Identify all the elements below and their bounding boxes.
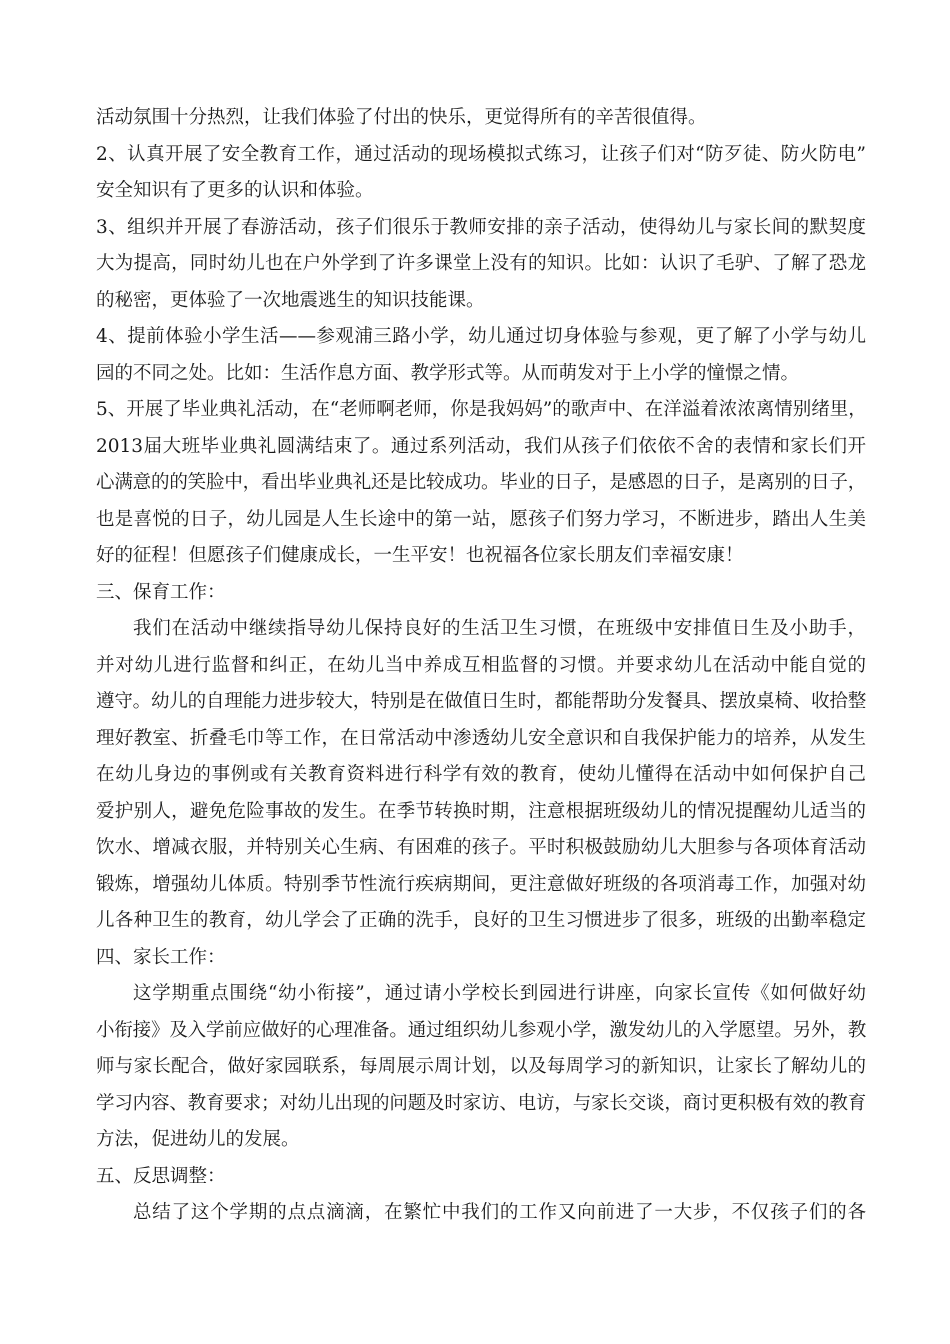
text-line: 我们在活动中继续指导幼儿保持良好的生活卫生习惯，在班级中安排值日生及小助手，: [133, 618, 866, 639]
text-line: 的秘密，更体验了一次地震逃生的知识技能课。: [96, 289, 485, 311]
text-line: 2013届大班毕业典礼圆满结束了。通过系列活动，我们从孩子们依依不舍的表情和家长们开: [96, 435, 866, 457]
text-line: 安全知识有了更多的认识和体验。: [96, 180, 374, 201]
text-line: 遵守。幼儿的自理能力进步较大，特别是在做值日生时，都能帮助分发餐具、摆放桌椅、收拾整: [96, 691, 866, 712]
text-line: 活动氛围十分热烈，让我们体验了付出的快乐，更觉得所有的辛苦很值得。: [96, 107, 707, 128]
text-line: 这学期重点围绕“幼小衔接”，通过请小学校长到园进行讲座，向家长宣传《如何做好幼: [133, 983, 866, 1004]
text-line: 方法，促进幼儿的发展。: [96, 1129, 300, 1150]
text-line: 5、开展了毕业典礼活动，在“老师啊老师，你是我妈妈”的歌声中、在洋溢着浓浓离情别绪里，: [96, 399, 867, 420]
text-line: 在幼儿身边的事例或有关教育资料进行科学有效的教育，使幼儿懂得在活动中如何保护自己: [96, 764, 866, 785]
text-line: 三、保育工作：: [96, 581, 226, 603]
text-line: 并对幼儿进行监督和纠正，在幼儿当中养成互相监督的习惯。并要求幼儿在活动中能自觉的: [96, 654, 866, 676]
text-line: 儿各种卫生的教育，幼儿学会了正确的洗手，良好的卫生习惯进步了很多，班级的出勤率稳定: [96, 910, 866, 931]
text-line: 园的不同之处。比如：生活作息方面、教学形式等。从而萌发对于上小学的憧憬之情。: [96, 362, 800, 384]
text-line: 大为提高，同时幼儿也在户外学到了许多课堂上没有的知识。比如：认识了毛驴、了解了恐龙: [96, 253, 866, 274]
text-line: 4、提前体验小学生活——参观浦三路小学，幼儿通过切身体验与参观，更了解了小学与幼儿: [96, 326, 866, 347]
text-line: 锻炼，增强幼儿体质。特别季节性流行疾病期间，更注意做好班级的各项消毒工作，加强对幼: [96, 873, 866, 895]
text-line: 饮水、增减衣服，并特别关心生病、有困难的孩子。平时积极鼓励幼儿大胆参与各项体育活动: [96, 837, 866, 858]
text-line: 爱护别人，避免危险事故的发生。在季节转换时期，注意根据班级幼儿的情况提醒幼儿适当的: [96, 800, 866, 822]
text-line: 2、认真开展了安全教育工作，通过活动的现场模拟式练习，让孩子们对“防歹徒、防火防电”: [96, 143, 866, 165]
text-line: 理好教室、折叠毛巾等工作，在日常活动中渗透幼儿安全意识和自我保护能力的培养，从发生: [96, 727, 866, 749]
document-page: [96, 100, 866, 1232]
text-line: 五、反思调整：: [96, 1165, 226, 1187]
text-line: 学习内容、教育要求；对幼儿出现的问题及时家访、电访，与家长交谈，商讨更积极有效的教育: [96, 1092, 866, 1114]
text-line: 也是喜悦的日子，幼儿园是人生长途中的第一站，愿孩子们努力学习，不断进步，踏出人生美: [96, 508, 866, 530]
text-line: 心满意的的笑脸中，看出毕业典礼还是比较成功。毕业的日子，是感恩的日子，是离别的日子，: [96, 472, 866, 493]
text-line: 四、家长工作：: [96, 946, 226, 968]
text-line: 师与家长配合，做好家园联系，每周展示周计划，以及每周学习的新知识，让家长了解幼儿的: [96, 1056, 866, 1077]
text-line: 3、组织并开展了春游活动，孩子们很乐于教师安排的亲子活动，使得幼儿与家长间的默契度: [96, 216, 866, 238]
text-line: 小衔接》及入学前应做好的心理准备。通过组织幼儿参观小学，激发幼儿的入学愿望。另外，教: [96, 1019, 866, 1041]
text-line: 好的征程！但愿孩子们健康成长，一生平安！也祝福各位家长朋友们幸福安康！: [96, 545, 744, 566]
text-line: 总结了这个学期的点点滴滴，在繁忙中我们的工作又向前进了一大步，不仅孩子们的各: [133, 1202, 866, 1223]
